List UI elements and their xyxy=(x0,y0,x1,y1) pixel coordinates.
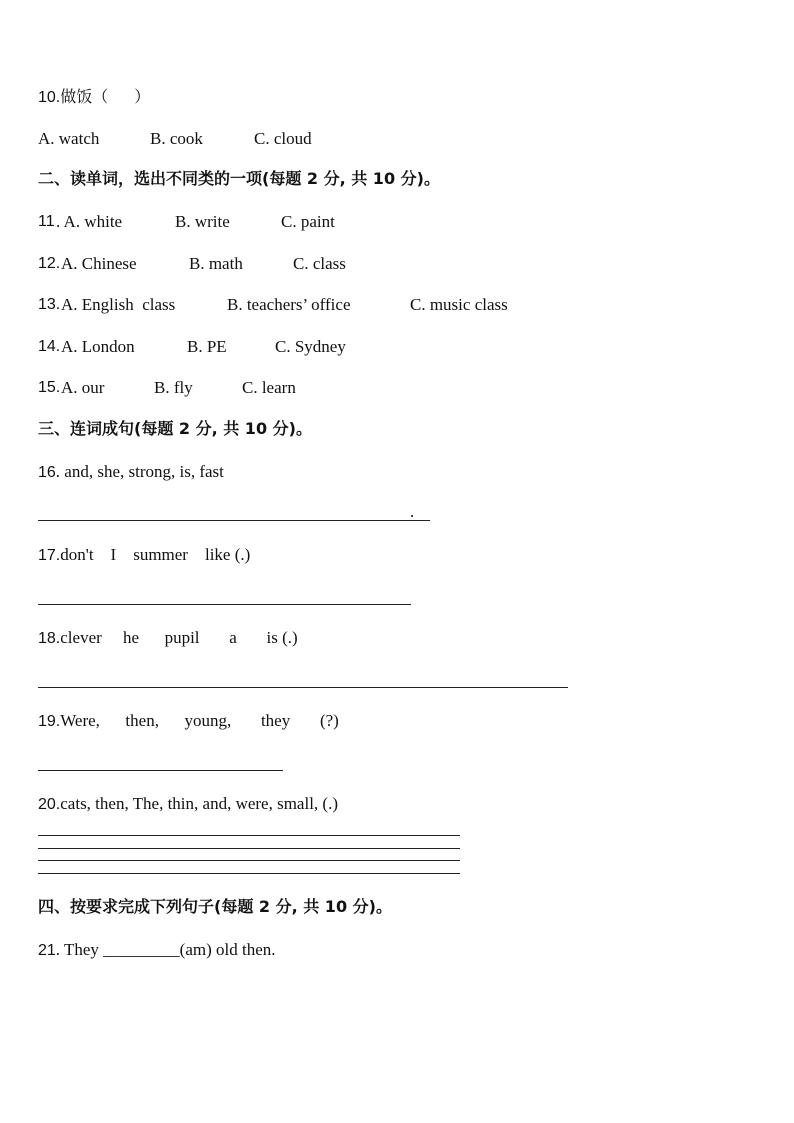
question-18 xyxy=(38,628,298,649)
question-prompt-close: ） xyxy=(134,87,151,106)
question-number: 16 xyxy=(38,464,56,481)
answer-line xyxy=(38,835,460,836)
question-number: 10. xyxy=(38,89,61,106)
option-b: B. PE xyxy=(187,337,227,356)
option-c: C. paint xyxy=(281,212,335,231)
question-number: 20. xyxy=(38,796,61,813)
question-number: 21 xyxy=(38,942,56,959)
answer-line xyxy=(38,520,430,521)
option-a: A. English class xyxy=(61,295,176,314)
option-c: C. cloud xyxy=(254,129,312,148)
answer-line xyxy=(38,687,568,688)
answer-line xyxy=(38,604,411,605)
answer-end-dot: . xyxy=(410,502,415,521)
question-number: 14. xyxy=(38,338,61,355)
question-text: . They _________(am) old then. xyxy=(55,940,276,959)
option-a: A. our xyxy=(61,378,105,397)
question-20 xyxy=(38,794,338,815)
option-a: . A. white xyxy=(56,212,123,231)
question-number: 17. xyxy=(38,547,61,564)
question-number: 18. xyxy=(38,630,61,647)
question-number: 11 xyxy=(38,213,55,230)
option-b: B. write xyxy=(175,212,230,231)
option-a: A. watch xyxy=(38,129,100,148)
option-c: C. learn xyxy=(242,378,296,397)
option-b: B. cook xyxy=(150,129,203,148)
question-number: 19. xyxy=(38,713,61,730)
answer-line xyxy=(38,860,460,861)
question-number: 13. xyxy=(38,296,61,313)
section-3-title: 三、连词成句(每题 2 分, 共 10 分)。 xyxy=(38,419,312,438)
option-c: C. music class xyxy=(410,295,508,314)
question-10 xyxy=(38,87,150,108)
question-21 xyxy=(38,940,276,961)
question-16 xyxy=(38,462,224,483)
question-19 xyxy=(38,711,339,732)
question-words: . and, she, strong, is, fast xyxy=(55,462,224,481)
option-b: B. teachers’ office xyxy=(227,295,351,314)
section-4-title: 四、按要求完成下列句子(每题 2 分, 共 10 分)。 xyxy=(38,897,392,916)
answer-line xyxy=(38,770,283,771)
answer-line xyxy=(38,848,460,849)
question-words: don't I summer like (.) xyxy=(60,545,251,564)
question-prompt: 做饭（ xyxy=(60,87,109,106)
question-words: cats, then, The, thin, and, were, small, (.) xyxy=(60,794,338,813)
option-a: A. Chinese xyxy=(61,254,137,273)
option-b: B. math xyxy=(189,254,243,273)
question-number: 12. xyxy=(38,255,61,272)
option-b: B. fly xyxy=(154,378,193,397)
question-number: 15. xyxy=(38,379,61,396)
option-c: C. class xyxy=(293,254,346,273)
answer-line xyxy=(38,873,460,874)
section-2-title: 二、读单词，选出不同类的一项(每题 2 分, 共 10 分)。 xyxy=(38,169,440,188)
question-words: Were, then, young, they (?) xyxy=(60,711,339,730)
option-c: C. Sydney xyxy=(275,337,346,356)
question-17 xyxy=(38,545,250,566)
option-a: A. London xyxy=(61,337,135,356)
question-words: clever he pupil a is (.) xyxy=(60,628,298,647)
